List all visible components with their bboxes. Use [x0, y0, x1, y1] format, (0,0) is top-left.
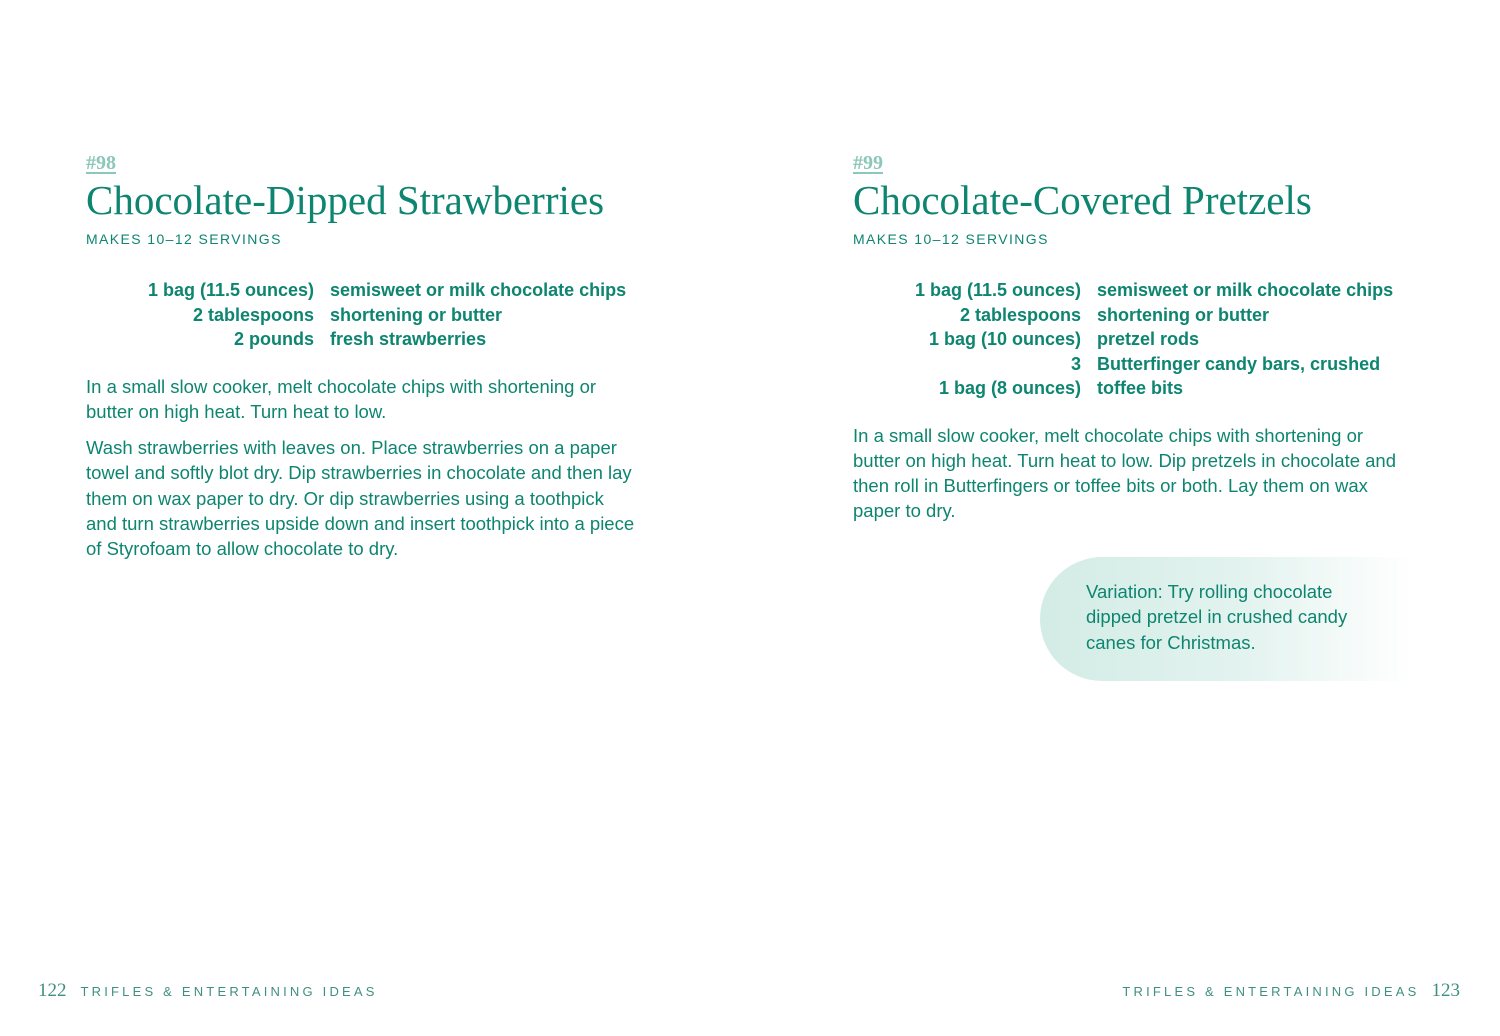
recipe-98 — [86, 150, 686, 562]
ingredient-quantity: 1 bag (11.5 ounces) — [914, 280, 1081, 300]
ingredient-item: pretzel rods — [1097, 329, 1200, 349]
recipe-number: #99 — [853, 152, 883, 174]
variation-text: Variation: Try rolling chocolate dipped pretzel in crushed candy canes for Christmas. — [1086, 581, 1348, 653]
servings-label: MAKES 10–12 SERVINGS — [86, 231, 282, 247]
section-name: TRIFLES & ENTERTAINING IDEAS — [1122, 984, 1420, 999]
instruction-paragraph: In a small slow cooker, melt chocolate chips with shortening or butter on high heat. Turn heat to low. Dip pretzels in chocolate and then roll in Butterfingers or toffee bits or both. Lay them on wax paper to dry. — [853, 424, 1397, 522]
ingredient-quantity: 1 bag (8 ounces) — [938, 378, 1081, 398]
page-number: 122 — [38, 980, 67, 1001]
ingredient-item: Butterfinger candy bars, crushed — [1097, 353, 1381, 374]
ingredients-list — [86, 278, 626, 352]
page-footer — [38, 980, 378, 1004]
recipe-number: #98 — [86, 152, 116, 174]
ingredient-item: fresh strawberries — [330, 329, 487, 349]
variation-callout — [1040, 557, 1412, 681]
recipe-99 — [853, 150, 1453, 524]
ingredient-row — [86, 303, 626, 328]
ingredient-row — [853, 376, 1393, 401]
instruction-paragraph: In a small slow cooker, melt chocolate chips with shortening or butter on high heat. Turn heat to low. — [86, 375, 597, 422]
servings-label: MAKES 10–12 SERVINGS — [853, 231, 1049, 247]
ingredient-item: shortening or butter — [330, 304, 502, 325]
right-page — [750, 0, 1500, 1036]
instructions — [853, 423, 1453, 524]
recipe-title: Chocolate-Covered Pretzels — [853, 177, 1312, 223]
ingredient-item: shortening or butter — [1097, 304, 1269, 325]
ingredient-item: semisweet or milk chocolate chips — [330, 280, 627, 300]
ingredient-row — [853, 303, 1393, 328]
ingredient-item: semisweet or milk chocolate chips — [1097, 280, 1394, 300]
page-number: 123 — [1431, 980, 1460, 1001]
ingredient-quantity: 1 bag (10 ounces) — [928, 329, 1081, 349]
ingredient-row — [853, 278, 1393, 303]
ingredient-row — [86, 278, 626, 303]
section-name: TRIFLES & ENTERTAINING IDEAS — [80, 984, 378, 999]
ingredient-quantity: 1 bag (11.5 ounces) — [147, 280, 314, 300]
ingredients-list — [853, 278, 1393, 401]
recipe-title: Chocolate-Dipped Strawberries — [86, 177, 605, 223]
ingredient-row — [853, 327, 1393, 352]
instructions — [86, 374, 686, 562]
ingredient-row — [86, 327, 626, 352]
ingredient-quantity: 2 tablespoons — [959, 304, 1081, 325]
ingredient-quantity: 2 pounds — [234, 329, 314, 349]
ingredient-row — [853, 352, 1393, 377]
ingredient-quantity: 2 tablespoons — [192, 304, 314, 325]
ingredient-item: toffee bits — [1097, 378, 1184, 398]
instruction-paragraph: Wash strawberries with leaves on. Place strawberries on a paper towel and softly blot dry. Dip strawberries in chocolate and then lay them on wax paper to dry. Or dip strawberries using a toothpick and turn strawberries upside down and insert toothpick into a piece of Styrofoam to allow chocolate to dry. — [86, 437, 635, 560]
page-footer — [1122, 980, 1460, 1004]
ingredient-quantity: 3 — [1070, 353, 1081, 374]
